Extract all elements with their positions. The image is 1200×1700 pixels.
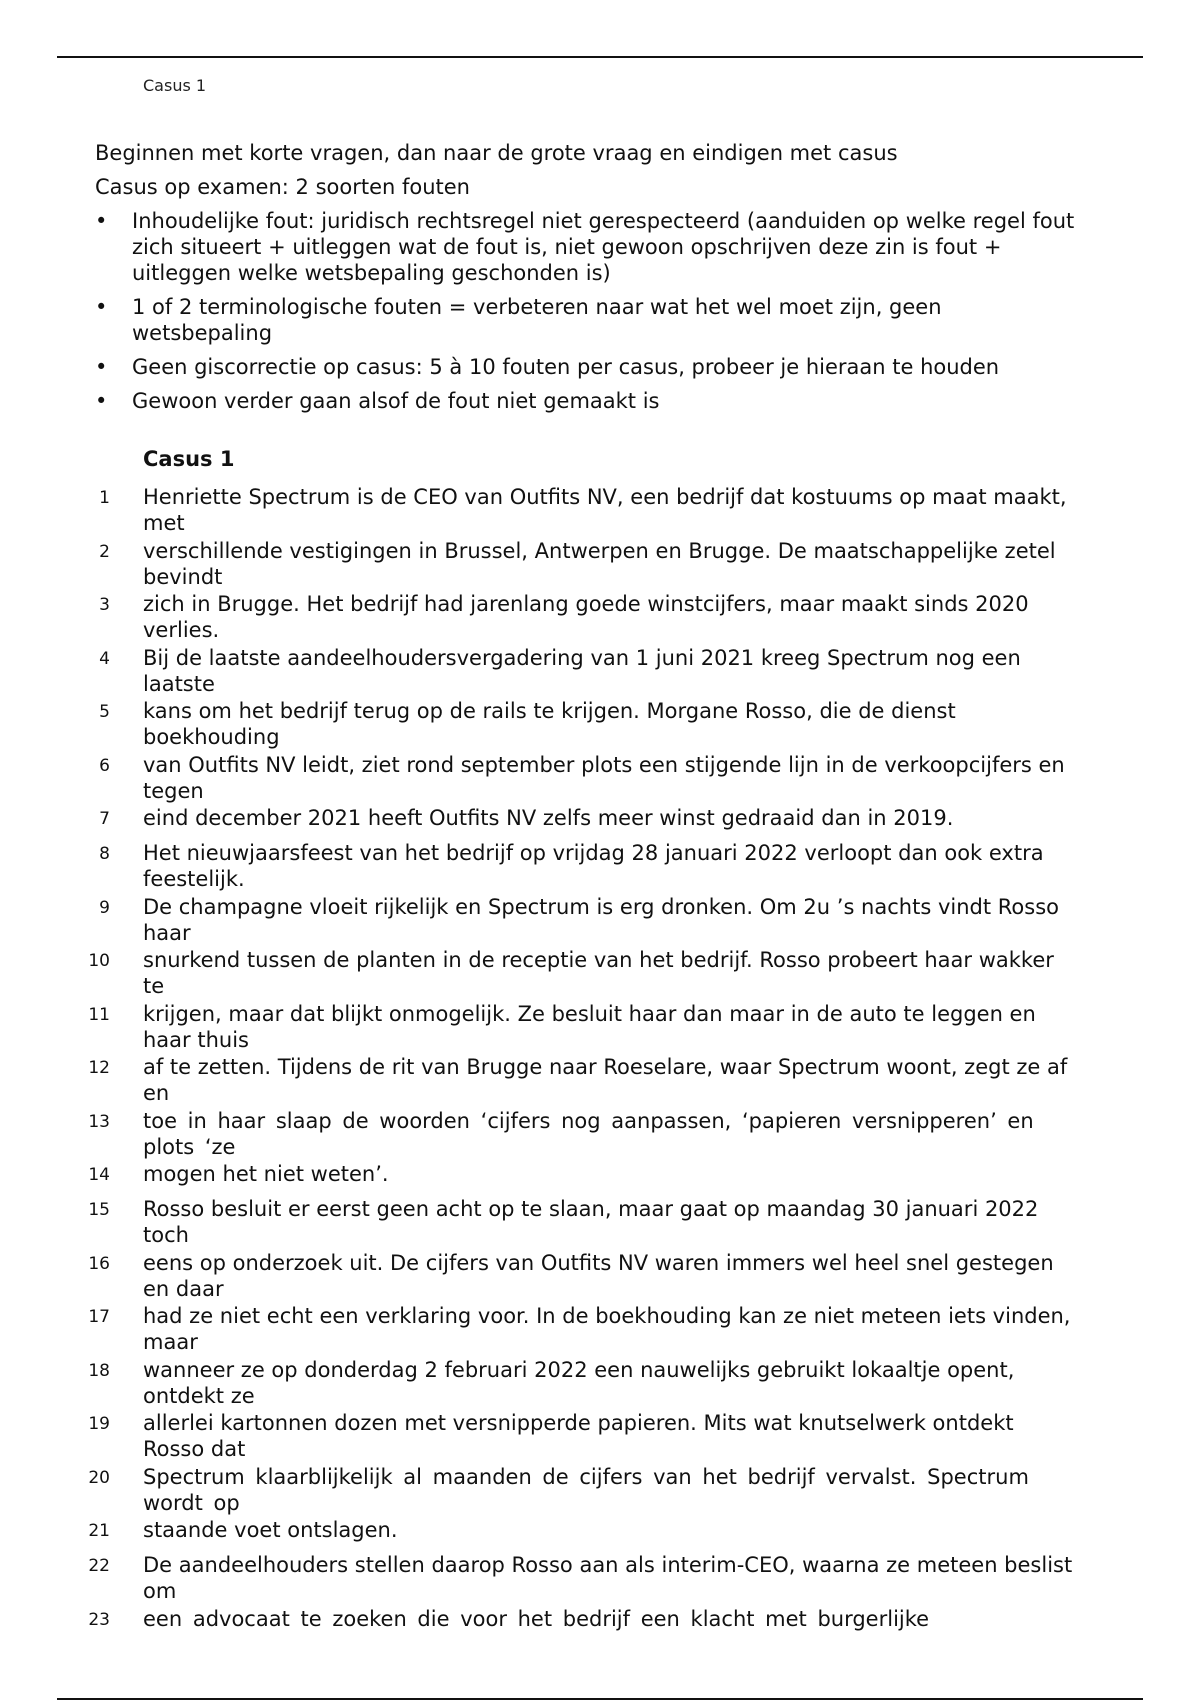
numbered-line [80,1357,1090,1409]
numbered-line [80,1303,1090,1355]
numbered-line [80,1410,1090,1462]
line-text: Bij de laatste aandeelhoudersvergadering van 1 juni 2021 kreeg Spectrum nog een laatste [143,645,1021,696]
numbered-line [80,1464,1090,1516]
list-item-text: 1 of 2 terminologische fouten = verbeteren naar wat het wel moet zijn, geen wetsbepaling [132,295,942,345]
line-text: mogen het niet weten’. [143,1162,389,1186]
numbered-line [80,752,1090,804]
line-text: kans om het bedrijf terug op de rails te krijgen. Morgane Rosso, die de dienst boekhouding [143,699,956,749]
intro-section [95,140,1085,422]
numbered-line [80,1108,1090,1160]
line-number: 18 [88,1360,110,1381]
line-number: 21 [88,1521,110,1541]
numbered-line [80,591,1090,643]
line-number: 13 [88,1111,110,1132]
numbered-line [80,1054,1090,1106]
line-number: 12 [88,1058,110,1078]
line-text: eens op onderzoek uit. De cijfers van Outfits NV waren immers wel heel snel gestegen en daar [143,1250,1054,1301]
line-text: snurkend tussen de planten in de receptie van het bedrijf. Rosso probeert haar wakker te [143,948,1054,998]
numbered-line [80,1517,1090,1543]
line-text: verschillende vestigingen in Brussel, Antwerpen en Brugge. De maatschappelijke zetel bevindt [143,538,1056,589]
line-text: af te zetten. Tijdens de rit van Brugge naar Roeselare, waar Spectrum woont, zegt ze af en [143,1055,1068,1105]
list-item-text: Gewoon verder gaan alsof de fout niet gemaakt is [132,389,660,413]
line-number: 4 [99,648,110,669]
line-number: 22 [88,1556,110,1576]
line-number: 19 [88,1414,110,1434]
bullet-icon: • [95,355,108,379]
list-item [95,208,1085,286]
line-text: De aandeelhouders stellen daarop Rosso aan als interim-CEO, waarna ze meteen beslist om [143,1553,1073,1603]
line-number: 23 [88,1609,110,1630]
line-number: 16 [88,1253,110,1274]
list-item [95,354,1085,380]
error-types-list [95,208,1085,414]
line-number: 3 [99,595,110,615]
top-rule [57,56,1143,58]
line-number: 9 [99,897,110,918]
numbered-line [80,1250,1090,1302]
numbered-line [80,1161,1090,1187]
line-text: krijgen, maar dat blijkt onmogelijk. Ze besluit haar dan maar in de auto te leggen en haar thuis [143,1001,1036,1052]
line-text: van Outfits NV leidt, ziet rond september plots een stijgende lijn in de verkoopcijfers en tegen [143,752,1065,803]
numbered-line [80,947,1090,999]
line-text: had ze niet echt een verklaring voor. In de boekhouding kan ze niet meteen iets vinden, maar [143,1304,1071,1354]
line-text: wanneer ze op donderdag 2 februari 2022 een nauwelijks gebruikt lokaaltje opent, ontdekt ze [143,1357,1015,1408]
numbered-line [80,1001,1090,1053]
line-number: 17 [88,1307,110,1327]
line-text: Het nieuwjaarsfeest van het bedrijf op vrijdag 28 januari 2022 verloopt dan ook extra feestelijk. [143,841,1044,891]
header-label: Casus 1 [143,76,207,95]
bullet-icon: • [95,295,108,319]
line-number: 10 [88,951,110,971]
numbered-line [80,698,1090,750]
intro-paragraph: Beginnen met korte vragen, dan naar de grote vraag en eindigen met casus [95,141,898,165]
list-item [95,388,1085,414]
numbered-line [80,805,1090,831]
line-text: Rosso besluit er eerst geen acht op te slaan, maar gaat op maandag 30 januari 2022 toch [143,1197,1039,1247]
case-text [80,484,1090,1633]
line-number: 5 [99,702,110,722]
numbered-line [80,484,1090,536]
list-item-text: Inhoudelijke fout: juridisch rechtsregel niet gerespecteerd (aanduiden op welke regel fout zich situeert + uitleggen wat de fout is, niet gewoon opschrijven deze zin is fout + uitleggen welke wetsbepaling geschonden is) [132,209,1075,285]
numbered-line [80,538,1090,590]
bullet-icon: • [95,389,108,413]
list-item-text: Geen giscorrectie op casus: 5 à 10 fouten per casus, probeer je hieraan te houden [132,355,1000,379]
numbered-line [80,1196,1090,1248]
line-number: 7 [99,809,110,829]
line-text: toe in haar slaap de woorden ‘cijfers nog aanpassen, ‘papieren versnipperen’ en plots ‘ze [143,1108,1034,1159]
numbered-line [80,894,1090,946]
line-text: De champagne vloeit rijkelijk en Spectrum is erg dronken. Om 2u ’s nachts vindt Rosso haar [143,894,1059,945]
case-title: Casus 1 [143,447,235,471]
line-number: 14 [88,1165,110,1185]
line-text: staande voet ontslagen. [143,1518,398,1542]
numbered-line [80,645,1090,697]
line-number: 20 [88,1467,110,1488]
line-number: 8 [99,844,110,864]
numbered-line [80,1606,1090,1632]
line-number: 1 [99,488,110,508]
line-text: Henriette Spectrum is de CEO van Outfits NV, een bedrijf dat kostuums op maat maakt, met [143,485,1067,535]
line-number: 11 [88,1004,110,1025]
intro-paragraph: Casus op examen: 2 soorten fouten [95,175,470,199]
line-number: 15 [88,1200,110,1220]
list-item [95,294,1085,346]
line-text: zich in Brugge. Het bedrijf had jarenlang goede winstcijfers, maar maakt sinds 2020 verlies. [143,592,1029,642]
line-text: een advocaat te zoeken die voor het bedrijf een klacht met burgerlijke [143,1606,930,1631]
line-number: 2 [99,541,110,562]
numbered-line [80,840,1090,892]
numbered-line [80,1552,1090,1604]
bullet-icon: • [95,209,108,233]
line-text: allerlei kartonnen dozen met versnipperde papieren. Mits wat knutselwerk ontdekt Rosso dat [143,1411,1014,1461]
line-text: Spectrum klaarblijkelijk al maanden de cijfers van het bedrijf vervalst. Spectrum wordt op [143,1464,1029,1515]
line-text: eind december 2021 heeft Outfits NV zelfs meer winst gedraaid dan in 2019. [143,806,954,830]
line-number: 6 [99,755,110,776]
